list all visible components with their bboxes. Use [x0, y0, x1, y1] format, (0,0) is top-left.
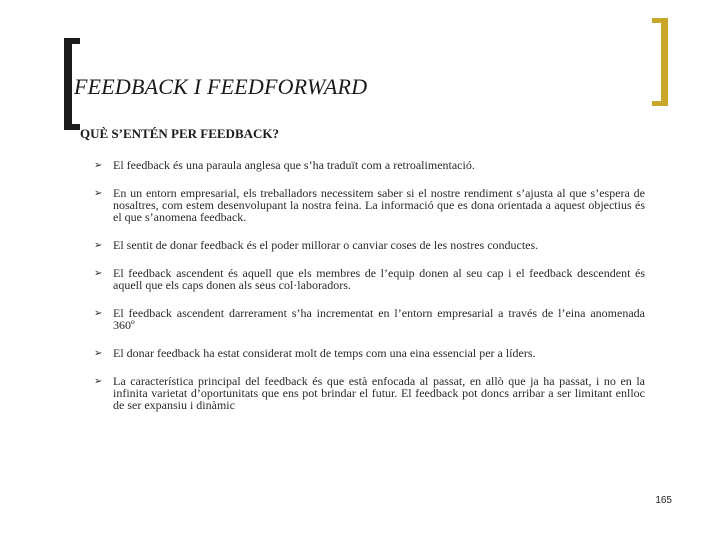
bullet-text: En un entorn empresarial, els treballadors necessitem saber si el nostre rendiment s’ajusta al que s’espera de nosaltres, com estem desenvolupant la nostra feina. La informació que es dona orientada a aquest objectius és el que s’anomena feedback.	[113, 186, 645, 224]
bullet-text: El donar feedback ha estat considerat molt de temps com una eina essencial per a líders.	[113, 346, 536, 360]
bullet-text: El feedback és una paraula anglesa que s’ha traduït com a retroalimentació.	[113, 158, 475, 172]
bullet-item	[94, 307, 645, 331]
chevron-right-icon: ➢	[94, 376, 103, 387]
bullet-item	[94, 187, 645, 223]
bullet-list	[94, 159, 645, 427]
chevron-right-icon: ➢	[94, 268, 103, 279]
chevron-right-icon: ➢	[94, 348, 103, 359]
chevron-right-icon: ➢	[94, 188, 103, 199]
right-bracket-decoration	[661, 18, 668, 106]
left-bracket-bottom-decoration	[64, 124, 80, 130]
chevron-right-icon: ➢	[94, 160, 103, 171]
right-bracket-bottom-decoration	[652, 101, 668, 106]
slide-title: FEEDBACK I FEEDFORWARD	[74, 74, 368, 99]
bullet-item	[94, 239, 645, 251]
left-bracket-top-decoration	[64, 38, 80, 44]
chevron-right-icon: ➢	[94, 240, 103, 251]
bullet-item	[94, 375, 645, 411]
right-bracket-top-decoration	[652, 18, 668, 23]
left-bracket-decoration	[64, 38, 72, 130]
bullet-text: El feedback ascendent darrerament s’ha incrementat en l’entorn empresarial a través de l’eina anomenada 360º	[113, 306, 645, 332]
bullet-text: El feedback ascendent és aquell que els membres de l’equip donen al seu cap i el feedback descendent és aquell que els caps donen als seus col·laboradors.	[113, 266, 645, 292]
bullet-text: La característica principal del feedback és que està enfocada al passat, en allò que ja ha passat, i no en la infinita varietat d’oportunitats que ens pot brindar el futur. El feedback pot doncs arribar a ser limitant enlloc de ser expansiu i dinàmic	[113, 374, 645, 412]
page-number: 165	[655, 495, 672, 506]
bullet-item	[94, 267, 645, 291]
bullet-item	[94, 347, 645, 359]
slide-subtitle: QUÈ S’ENTÉN PER FEEDBACK?	[80, 126, 279, 141]
bullet-item	[94, 159, 645, 171]
chevron-right-icon: ➢	[94, 308, 103, 319]
bullet-text: El sentit de donar feedback és el poder millorar o canviar coses de les nostres conductes.	[113, 238, 539, 252]
